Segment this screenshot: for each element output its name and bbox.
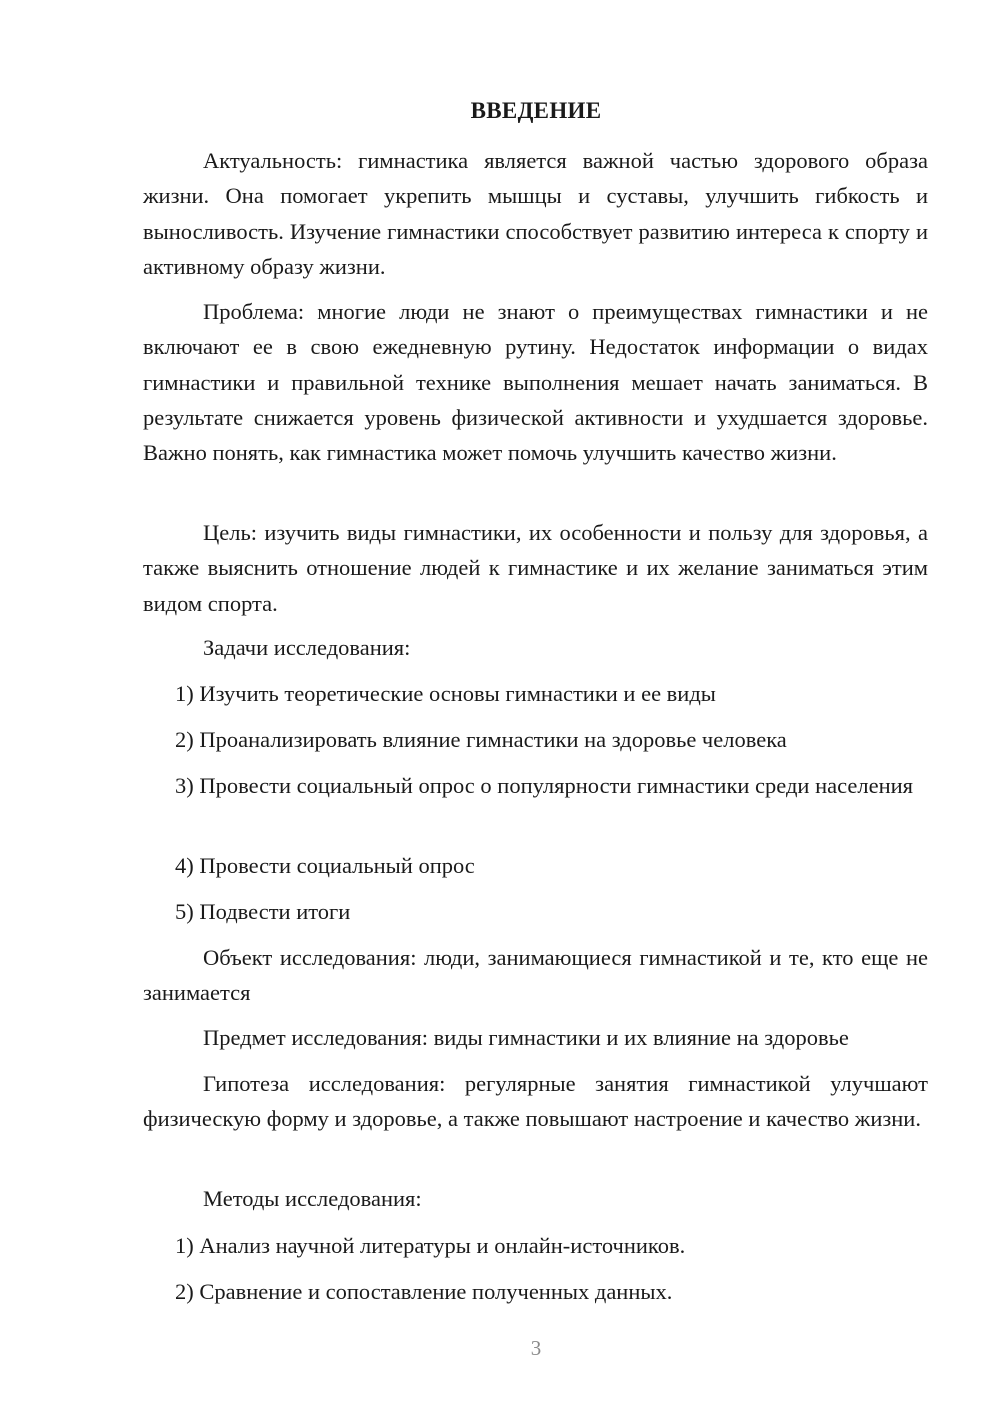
task-item-2: 2) Проанализировать влияние гимнастики на здоровье человека <box>175 727 787 752</box>
task-item-4: 4) Провести социальный опрос <box>175 853 475 878</box>
method-item-1: 1) Анализ научной литературы и онлайн-источников. <box>175 1233 686 1258</box>
task-item-3: 3) Провести социальный опрос о популярности гимнастики среди населения <box>175 773 914 798</box>
page-title: ВВЕДЕНИЕ <box>470 98 602 123</box>
method-item-2: 2) Сравнение и сопоставление полученных данных. <box>175 1279 673 1304</box>
paragraph-subject: Предмет исследования: виды гимнастики и их влияние на здоровье <box>203 1025 849 1050</box>
task-item-5: 5) Подвести итоги <box>175 899 351 924</box>
task-item-1: 1) Изучить теоретические основы гимнастики и ее виды <box>175 681 716 706</box>
page-number: 3 <box>530 1336 542 1360</box>
tasks-heading: Задачи исследования: <box>203 635 411 660</box>
paragraph-object: Объект исследования: люди, занимающиеся гимнастикой и те, кто еще не занимается <box>143 945 928 1006</box>
paragraph-relevance: Актуальность: гимнастика является важной частью здорового образа жизни. Она помогает укрепить мышцы и суставы, улучшить гибкость и выносливость. Изучение гимнастики способствует развитию интереса к спорту и активному образу жизни. <box>143 148 928 279</box>
paragraph-goal: Цель: изучить виды гимнастики, их особенности и пользу для здоровья, а также выяснить отношение людей к гимнастике и их желание заниматься этим видом спорта. <box>143 520 928 616</box>
paragraph-problem: Проблема: многие люди не знают о преимуществах гимнастики и не включают ее в свою ежедневную рутину. Недостаток информации о видах гимнастики и правильной технике выполнения мешает начать заниматься. В результате снижается уровень физической активности и ухудшается здоровье. Важно понять, как гимнастика может помочь улучшить качество жизни. <box>143 299 928 466</box>
methods-heading: Методы исследования: <box>203 1186 422 1211</box>
paragraph-hypothesis: Гипотеза исследования: регулярные занятия гимнастикой улучшают физическую форму и здоровье, а также повышают настроение и качество жизни. <box>143 1071 928 1132</box>
